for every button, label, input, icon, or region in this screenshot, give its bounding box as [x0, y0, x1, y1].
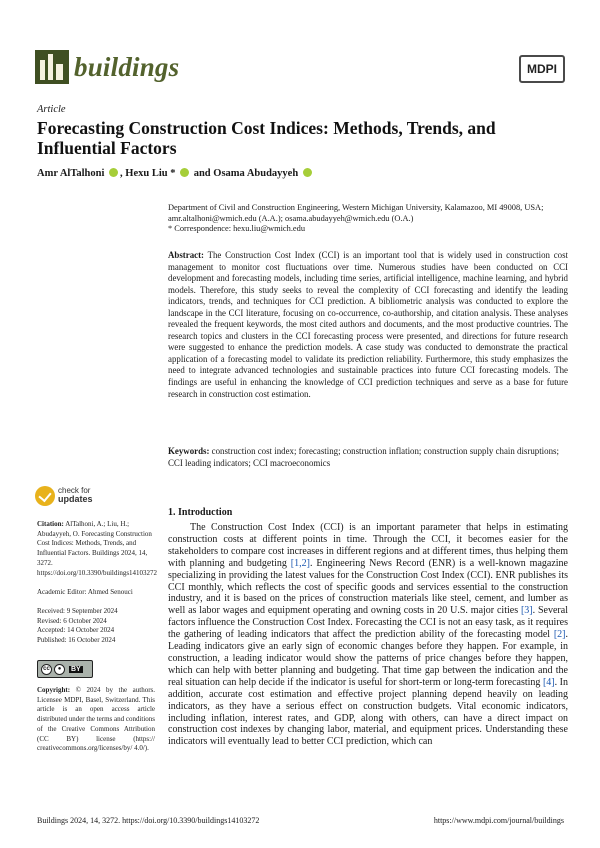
keywords-label: Keywords: — [168, 446, 210, 456]
copyright-text: © 2024 by the authors. Licensee MDPI, Basel, Switzerland. This article is an open access article distributed under the terms and conditions of the Creative Commons Attribution (CC BY) license (https:// creativecommons.org/licenses/by/ 4.0/). — [37, 686, 156, 753]
reference-link[interactable]: [1,2] — [290, 557, 310, 569]
publisher-logo: MDPI — [519, 55, 565, 83]
footer-citation[interactable]: Buildings 2024, 14, 3272. https://doi.org/10.3390/buildings14103272 — [37, 816, 260, 825]
check-for-updates-icon[interactable] — [35, 486, 55, 506]
orcid-icon[interactable] — [303, 168, 312, 177]
reference-link[interactable]: [4] — [542, 676, 555, 688]
footer-journal-url[interactable]: https://www.mdpi.com/journal/buildings — [433, 816, 564, 825]
copyright-block — [37, 686, 155, 754]
author-name[interactable]: and Osama Abudayyeh — [193, 168, 299, 179]
date-published: Published: 16 October 2024 — [37, 636, 116, 645]
section-body — [168, 522, 568, 748]
section-heading: 1. Introduction — [168, 507, 233, 518]
check-updates-line2: updates — [58, 494, 93, 504]
paragraph-text: The Construction Cost Index (CCI) is an important parameter that helps in estimating construction costs at different points in time. Through the CCI, it becomes easier for the stakeholders to compare cost increases in different regions and at different times, thus helping them with planning and budgeting — [168, 522, 568, 569]
academic-editor: Academic Editor: Ahmed Senouci — [37, 588, 133, 596]
author-name[interactable]: Amr AlTalhoni — [37, 168, 105, 179]
affiliation-line: Department of Civil and Construction Engineering, Western Michigan University, Kalamazoo, MI 49008, USA; — [168, 203, 544, 212]
journal-logo-icon — [35, 50, 69, 84]
paragraph-text: . Leading indicators give an early sign of economic changes before they happen. For example, in construction, a leading indicator would show the patterns of price changes before they happen, which can help with better planning and budgeting. That time gap between the indication and the real situation can help decide if the indicator is useful for short-term or long-term forecasting — [168, 629, 568, 688]
paragraph-text: . Several factors influence the Construction Cost Index. Forecasting the CCI is not an easy task, as it requires the gathering of leading indicators that affect the prediction ability of the forecasting model — [168, 605, 568, 641]
orcid-icon[interactable] — [180, 168, 189, 177]
cc-by-license-icon[interactable] — [37, 660, 93, 678]
check-for-updates-button[interactable] — [58, 486, 93, 504]
correspondence[interactable]: * Correspondence: hexu.liu@wmich.edu — [168, 224, 306, 233]
cc-icon: cc — [41, 664, 52, 675]
keywords-text: construction cost index; forecasting; construction inflation; construction supply chain disruptions; CCI leading indicators; CCI macroeconomics — [168, 446, 559, 468]
keywords — [168, 446, 568, 469]
journal-name: buildings — [74, 52, 180, 82]
abstract-label: Abstract: — [168, 250, 204, 260]
attribution-icon: ● — [54, 664, 65, 675]
date-received: Received: 9 September 2024 — [37, 607, 118, 615]
paragraph — [168, 522, 568, 748]
citation-block — [37, 520, 158, 578]
paragraph-text: . In addition, accurate cost estimation and effective project planning depend heavily on leading indicators, as they have a serious effect on construction budgets. Vital economic indicators, including inflation, interest rates, and GDP, along with others, can have a direct impact on construction cost indexes by changing labor, material, and equipment prices. Understanding these indicators will eventually lead to better CCI prediction, which can — [168, 676, 568, 748]
date-revised: Revised: 6 October 2024 — [37, 616, 107, 625]
reference-link[interactable]: [3] — [520, 605, 533, 617]
page-title: Forecasting Construction Cost Indices: Methods, Trends, and Influential Factors — [37, 118, 496, 158]
by-label: BY — [71, 665, 81, 673]
citation-text: AlTalhoni, A.; Liu, H.; Abudayyeh, O. Forecasting Construction Cost Indices: Methods, Trends, and Influential Factors. — [37, 520, 152, 558]
abstract-text: The Construction Cost Index (CCI) is an important tool that is widely used in construction cost management to monitor cost fluctuations over time. Numerous studies have been conducted on CCI development and forecasting models, including time series, artificial intelligence, machine learning, and hybrid models. Therefore, this study seeks to reveal the complexity of CCI forecasting and identify the leading indicators, trends, and techniques for CCI prediction. A bibliometric analysis was conducted to explore the landscape in the CCI literature, focusing on co-occurrence, co-authorship, and citation analysis. These analyses revealed the frequent keywords, the most cited authors and documents, and the most productive countries. The research topics and clusters in the CCI forecasting process were presented, and directions for future research were suggested to enhance the prediction models. A case study was conducted to demonstrate the practical application of a forecasting model to validate its prediction reliability. Furthermore, this study emphasizes the need to integrate advanced technologies and sustainable practices into future CCI forecasting models. The findings are useful in enhancing the knowledge of CCI prediction techniques and serve as a base for future research in construction cost estimation. — [168, 250, 568, 399]
paragraph-text: . Engineering News Record (ENR) is a well-known magazine specializing in providing the latest values for the Construction Cost Index (CCI). ENR publishes its CCI monthly, which reflects the cost of specific goods and services essential to the construction industry, and it is based on the prices of construction materials like steel, cement, and lumber as well as labor wages and equipment operating and owning costs in 20 U.S. major cities — [168, 557, 568, 617]
publication-dates — [37, 607, 155, 646]
citation-doi[interactable]: Buildings 2024, 14, 3272. https://doi.org/10.3390/buildings14103272 — [37, 549, 158, 577]
affiliation — [168, 203, 568, 235]
abstract — [168, 250, 568, 400]
affiliation-emails[interactable]: amr.altalhoni@wmich.edu (A.A.); osama.abudayyeh@wmich.edu (O.A.) — [168, 213, 414, 223]
author-list: Amr AlTalhoni , Hexu Liu * and Osama Abudayyeh — [37, 168, 314, 179]
date-accepted: Accepted: 14 October 2024 — [37, 626, 115, 635]
citation-label: Citation: — [37, 520, 64, 528]
author-name[interactable]: Hexu Liu * — [125, 168, 176, 179]
article-type: Article — [37, 104, 66, 115]
orcid-icon[interactable] — [109, 168, 118, 177]
check-updates-line1: check for — [58, 486, 91, 495]
reference-link[interactable]: [2] — [553, 629, 566, 641]
copyright-label: Copyright: — [37, 686, 71, 694]
